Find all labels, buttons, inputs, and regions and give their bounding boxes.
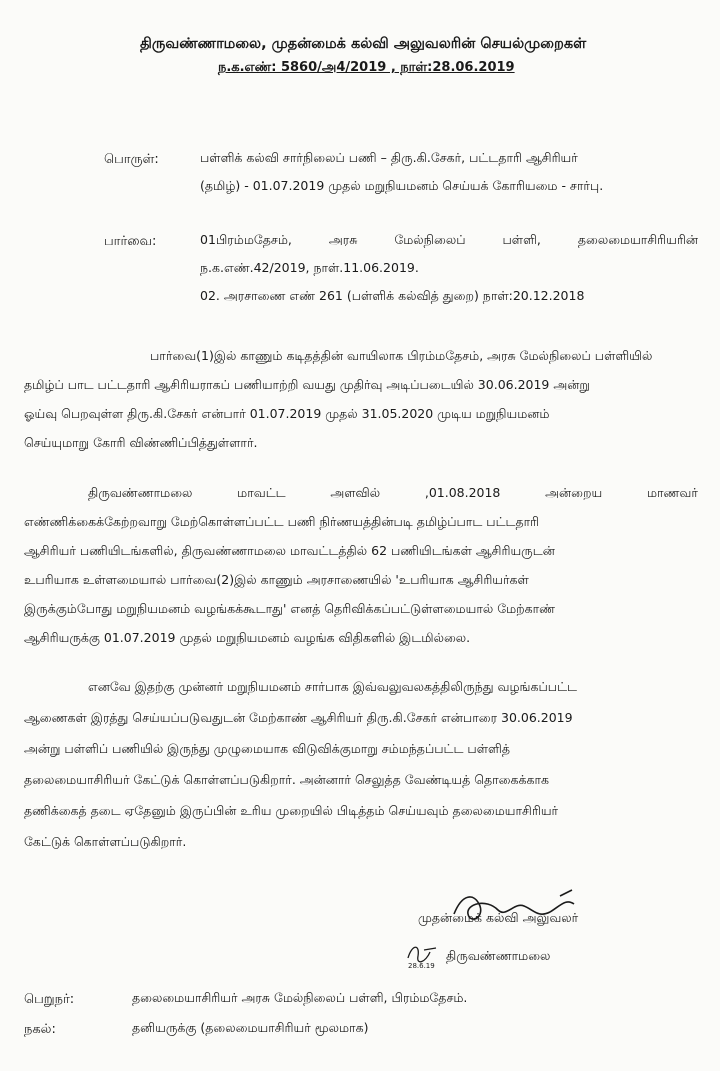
reference-line-1 [200,232,698,249]
paragraph3-line: தணிக்கைத் தடை ஏதேனும் இருப்பின் உரிய முறையில் பிடித்தம் செய்யவும் தலைமையாசிரியர் [24,803,559,818]
paragraph2-line: ஆசிரியருக்கு 01.07.2019 முதல் மறுநியமனம் வழங்க விதிகளில் இடமில்லை. [24,630,471,645]
paragraph3-line: தலைமையாசிரியர் கேட்டுக் கொள்ளப்படுகிறார். அன்னார் செலுத்த வேண்டியத் தொகைக்காக [24,772,549,787]
copy-label: நகல்: [24,1022,56,1037]
p2-word: மாணவர் [646,485,698,500]
subject-label: பொருள்: [104,152,159,167]
paragraph3-line: கேட்டுக் கொள்ளப்படுகிறார். [24,834,187,849]
paragraph2-line: எண்ணிக்கைக்கேற்றவாறு மேற்கொள்ளப்பட்ட பணி நிர்ணயத்தின்படி தமிழ்ப்பாட பட்டதாரி [24,514,540,529]
paragraph1-line: தமிழ்ப் பாட பட்டதாரி ஆசிரியராகப் பணியாற்றி வயது முதிர்வு அடிப்படையில் 30.06.2019 அன்று [24,377,590,392]
signatory-place: திருவண்ணாமலை [446,948,551,963]
paragraph2-line: இருக்கும்போது மறுநியமனம் வழங்கக்கூடாது' எனத் தெரிவிக்கப்பட்டுள்ளமையால் மேற்காண் [24,601,556,616]
paragraph1-line: பார்வை(1)இல் காணும் கடிதத்தின் வாயிலாக பிரம்மதேசம், அரசு மேல்நிலைப் பள்ளியில் [150,348,653,363]
paragraph2-line: ஆசிரியர் பணியிடங்களில், திருவண்ணாமலை மாவட்டத்தில் 62 பணியிடங்கள் ஆசிரியருடன் [24,543,555,558]
p2-word: அன்றைய [545,485,603,500]
p2-word: மாவட்ட [237,485,286,500]
recipient-value: தலைமையாசிரியர் அரசு மேல்நிலைப் பள்ளி, பிரம்மதேசம். [132,990,468,1005]
ref-word: அரசு [328,232,358,247]
subject-line-2: (தமிழ்) - 01.07.2019 முதல் மறுநியமனம் செய்யக் கோரியமை - சார்பு. [200,178,604,193]
ref-word: மேல்நிலைப் [394,232,466,247]
ref-word: 01பிரம்மதேசம், [200,232,292,247]
paragraph1-line: ஓய்வு பெறவுள்ள திரு.கி.சேகர் என்பார் 01.07.2019 முதல் 31.05.2020 முடிய மறுநியமனம் [24,406,550,421]
ref-word: பள்ளி, [502,232,541,247]
paragraph1-line: செய்யுமாறு கோரி விண்ணிப்பித்துள்ளார். [24,435,258,450]
reference-line-2: ந.க.எண்.42/2019, நாள்.11.06.2019. [200,260,419,275]
copy-value: தனியருக்கு (தலைமையாசிரியர் மூலமாக) [132,1020,369,1035]
reference-label: பார்வை: [104,234,157,249]
paragraph3-line: அன்று பள்ளிப் பணியில் இருந்து முழுமையாக விடுவிக்குமாறு சம்மந்தப்பட்ட பள்ளித் [24,741,510,756]
ref-word: தலைமையாசிரியரின் [577,232,698,247]
paragraph3-line: எனவே இதற்கு முன்னர் மறுநியமனம் சார்பாக இவ்வலுவலகத்திலிருந்து வழங்கப்பட்ட [88,679,578,694]
paragraph3-line: ஆணைகள் இரத்து செய்யப்படுவதுடன் மேற்காண் ஆசிரியர் திரு.கி.சேகர் என்பாரை 30.06.2019 [24,710,573,725]
p2-word: அளவில் [330,485,381,500]
initials-date: 28.6.19 [408,962,435,970]
paragraph2-first-line [88,485,698,502]
paragraph2-line: உபரியாக உள்ளமையால் பார்வை(2)இல் காணும் அரசாணையில் 'உபரியாக ஆசிரியர்கள் [24,572,529,587]
reference-number: ந.க.எண்: 5860/அ4/2019 , நாள்:28.06.2019 [218,60,515,75]
recipient-label: பெறுநர்: [24,992,75,1007]
reference-line-3: 02. அரசாணை எண் 261 (பள்ளிக் கல்வித் துறை) நாள்:20.12.2018 [200,288,585,303]
signatory-designation: முதன்மைக் கல்வி அலுவலர் [418,910,579,925]
p2-word: ,01.08.2018 [424,485,501,500]
document-title: திருவண்ணாமலை, முதன்மைக் கல்வி அலுவலரின் செயல்முறைகள் [140,36,587,52]
p2-word: திருவண்ணாமலை [88,485,193,500]
subject-line-1: பள்ளிக் கல்வி சார்நிலைப் பணி – திரு.கி.சேகர், பட்டதாரி ஆசிரியர் [200,150,578,165]
